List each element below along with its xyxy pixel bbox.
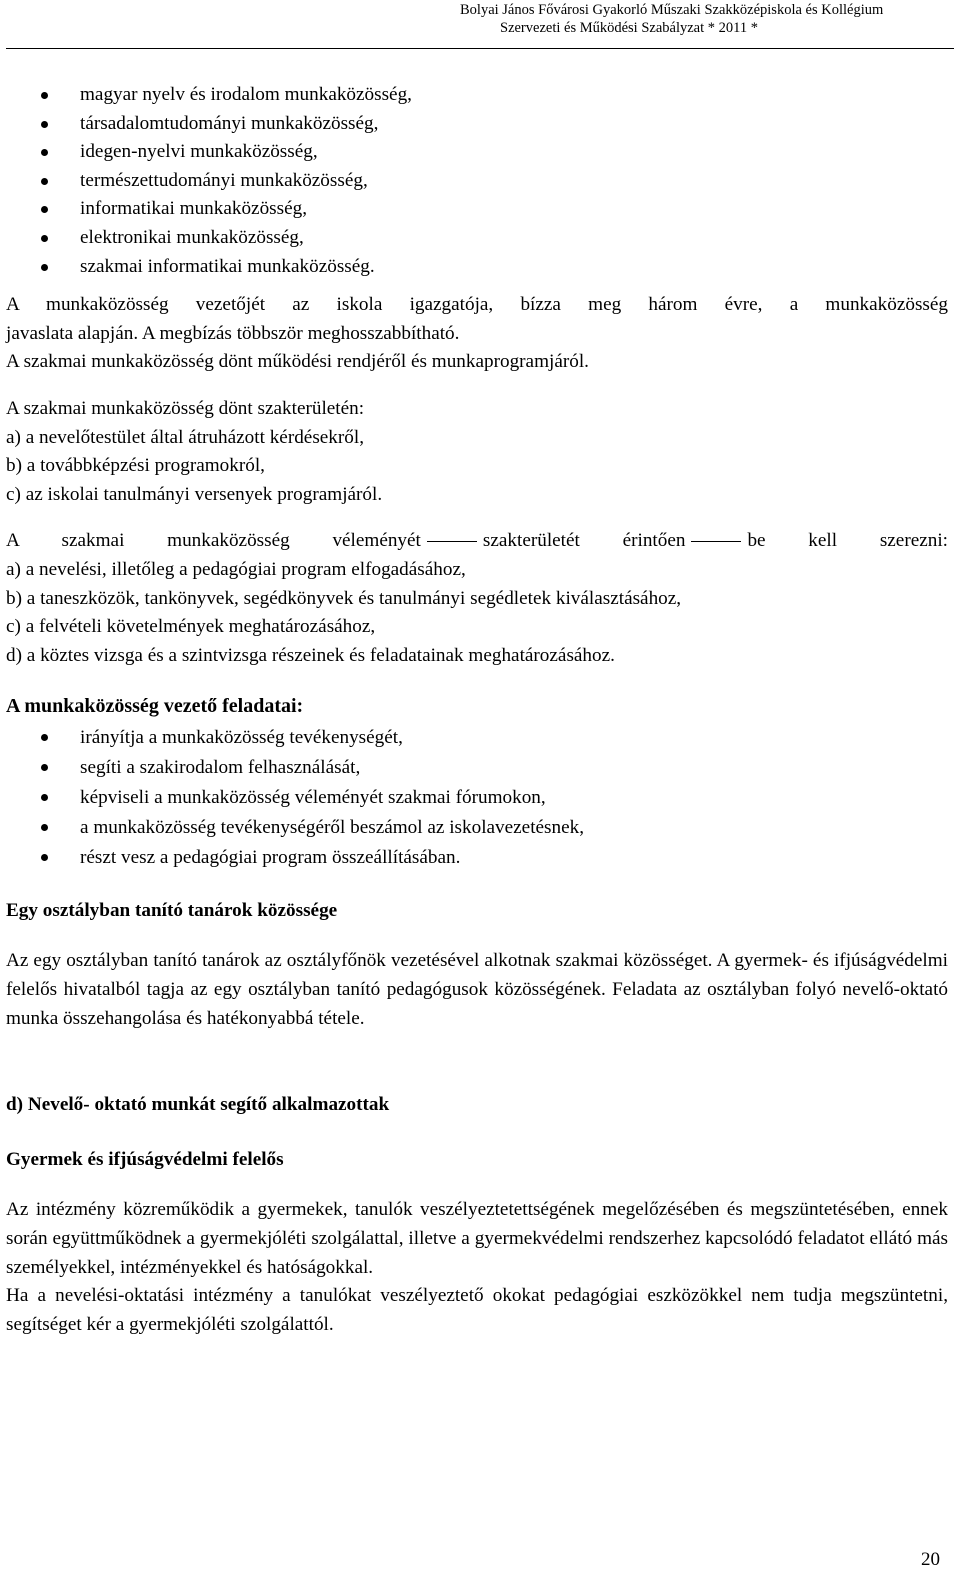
decides-intro: A szakmai munkaközösség dönt szakterületén: <box>6 397 365 419</box>
header-institution: Bolyai János Fővárosi Gyakorló Műszaki Szakközépiskola és Kollégium <box>460 2 884 18</box>
bullet-icon <box>41 854 48 861</box>
list-item: részt vesz a pedagógiai program összeállításában. <box>6 843 948 873</box>
bullet-icon <box>41 764 48 771</box>
bullet-icon <box>41 794 48 801</box>
child-protection-body: Ha a nevelési-oktatási intézmény a tanulókat veszélyeztető okokat pedagógiai eszközökkel nem tudja megszüntetni, segítséget kér a gyermekjóléti szolgálattól. <box>6 1285 948 1335</box>
leader-appointment-line: javaslata alapján. A megbízás többször meghosszabbítható. <box>6 322 460 344</box>
leader-tasks-list <box>6 723 948 873</box>
work-groups-list <box>6 81 948 281</box>
header-document-title: Szervezeti és Működési Szabályzat * 2011 * <box>500 20 758 36</box>
em-dash <box>691 541 741 542</box>
list-item: társadalomtudományi munkaközösség, <box>6 110 948 139</box>
list-item: informatikai munkaközösség, <box>6 195 948 224</box>
bullet-icon <box>41 824 48 831</box>
document-body <box>6 81 948 1339</box>
leader-tasks-heading: A munkaközösség vezető feladatai: <box>6 695 304 718</box>
bullet-icon <box>41 264 48 271</box>
work-order-decision: A szakmai munkaközösség dönt működési rendjéről és munkaprogramjáról. <box>6 351 589 373</box>
section-d-heading: d) Nevelő- oktató munkát segítő alkalmazottak <box>6 1094 390 1116</box>
opinion-item: d) a köztes vizsga és a szintvizsga részeinek és feladatainak meghatározásához. <box>6 644 615 666</box>
class-teachers-heading: Egy osztályban tanító tanárok közössége <box>6 899 338 921</box>
bullet-icon <box>41 206 48 213</box>
list-item: szakmai informatikai munkaközösség. <box>6 253 948 282</box>
list-item: természettudományi munkaközösség, <box>6 167 948 196</box>
opinion-item: a) a nevelési, illetőleg a pedagógiai program elfogadásához, <box>6 558 466 580</box>
opinion-intro: A szakmai munkaközösség véleményét szakterületét érintően be kell szerezni: <box>6 530 948 552</box>
child-protection-body: Az intézmény közreműködik a gyermekek, tanulók veszélyeztetettségének megelőzésében és megszüntetésében, ennek során együttműködnek a gyermekjóléti szolgálattal, illetve a gyermekvédelmi rendszerhez kapcsolódó feladatot ellátó más személyekkel, intézményekkel és hatóságokkal. <box>6 1199 948 1278</box>
bullet-icon <box>41 149 48 156</box>
opinion-item: b) a taneszközök, tankönyvek, segédkönyvek és tanulmányi segédletek kiválasztásához, <box>6 587 682 609</box>
bullet-icon <box>41 121 48 128</box>
bullet-icon <box>41 178 48 185</box>
decides-item: a) a nevelőtestület által átruházott kérdésekről, <box>6 426 365 448</box>
page-header <box>0 0 960 37</box>
bullet-icon <box>41 734 48 741</box>
list-item: idegen-nyelvi munkaközösség, <box>6 138 948 167</box>
list-item: irányítja a munkaközösség tevékenységét, <box>6 723 948 753</box>
bullet-icon <box>41 92 48 99</box>
page-number: 20 <box>921 1549 940 1570</box>
header-divider <box>6 48 954 49</box>
list-item: segíti a szakirodalom felhasználását, <box>6 753 948 783</box>
em-dash <box>427 541 477 542</box>
list-item: a munkaközösség tevékenységéről beszámol az iskolavezetésnek, <box>6 813 948 843</box>
list-item: magyar nyelv és irodalom munkaközösség, <box>6 81 948 110</box>
decides-item: b) a továbbképzési programokról, <box>6 455 265 477</box>
list-item: képviseli a munkaközösség véleményét szakmai fórumokon, <box>6 783 948 813</box>
opinion-item: c) a felvételi követelmények meghatározásához, <box>6 616 376 638</box>
leader-appointment-line: A munkaközösség vezetőjét az iskola igazgatója, bízza meg három évre, a munkaközösség <box>6 294 948 316</box>
decides-item: c) az iskolai tanulmányi versenyek programjáról. <box>6 483 383 505</box>
class-teachers-body: Az egy osztályban tanító tanárok az osztályfőnök vezetésével alkotnak szakmai közösséget. A gyermek- és ifjúságvédelmi felelős hivatalból tagja az egy osztályban tanító pedagógusok közösségének. Feladata az osztályban folyó nevelő-oktató munka összehangolása és hatékonyabbá tétele. <box>6 950 948 1029</box>
child-protection-heading: Gyermek és ifjúságvédelmi felelős <box>6 1148 284 1170</box>
list-item: elektronikai munkaközösség, <box>6 224 948 253</box>
bullet-icon <box>41 235 48 242</box>
